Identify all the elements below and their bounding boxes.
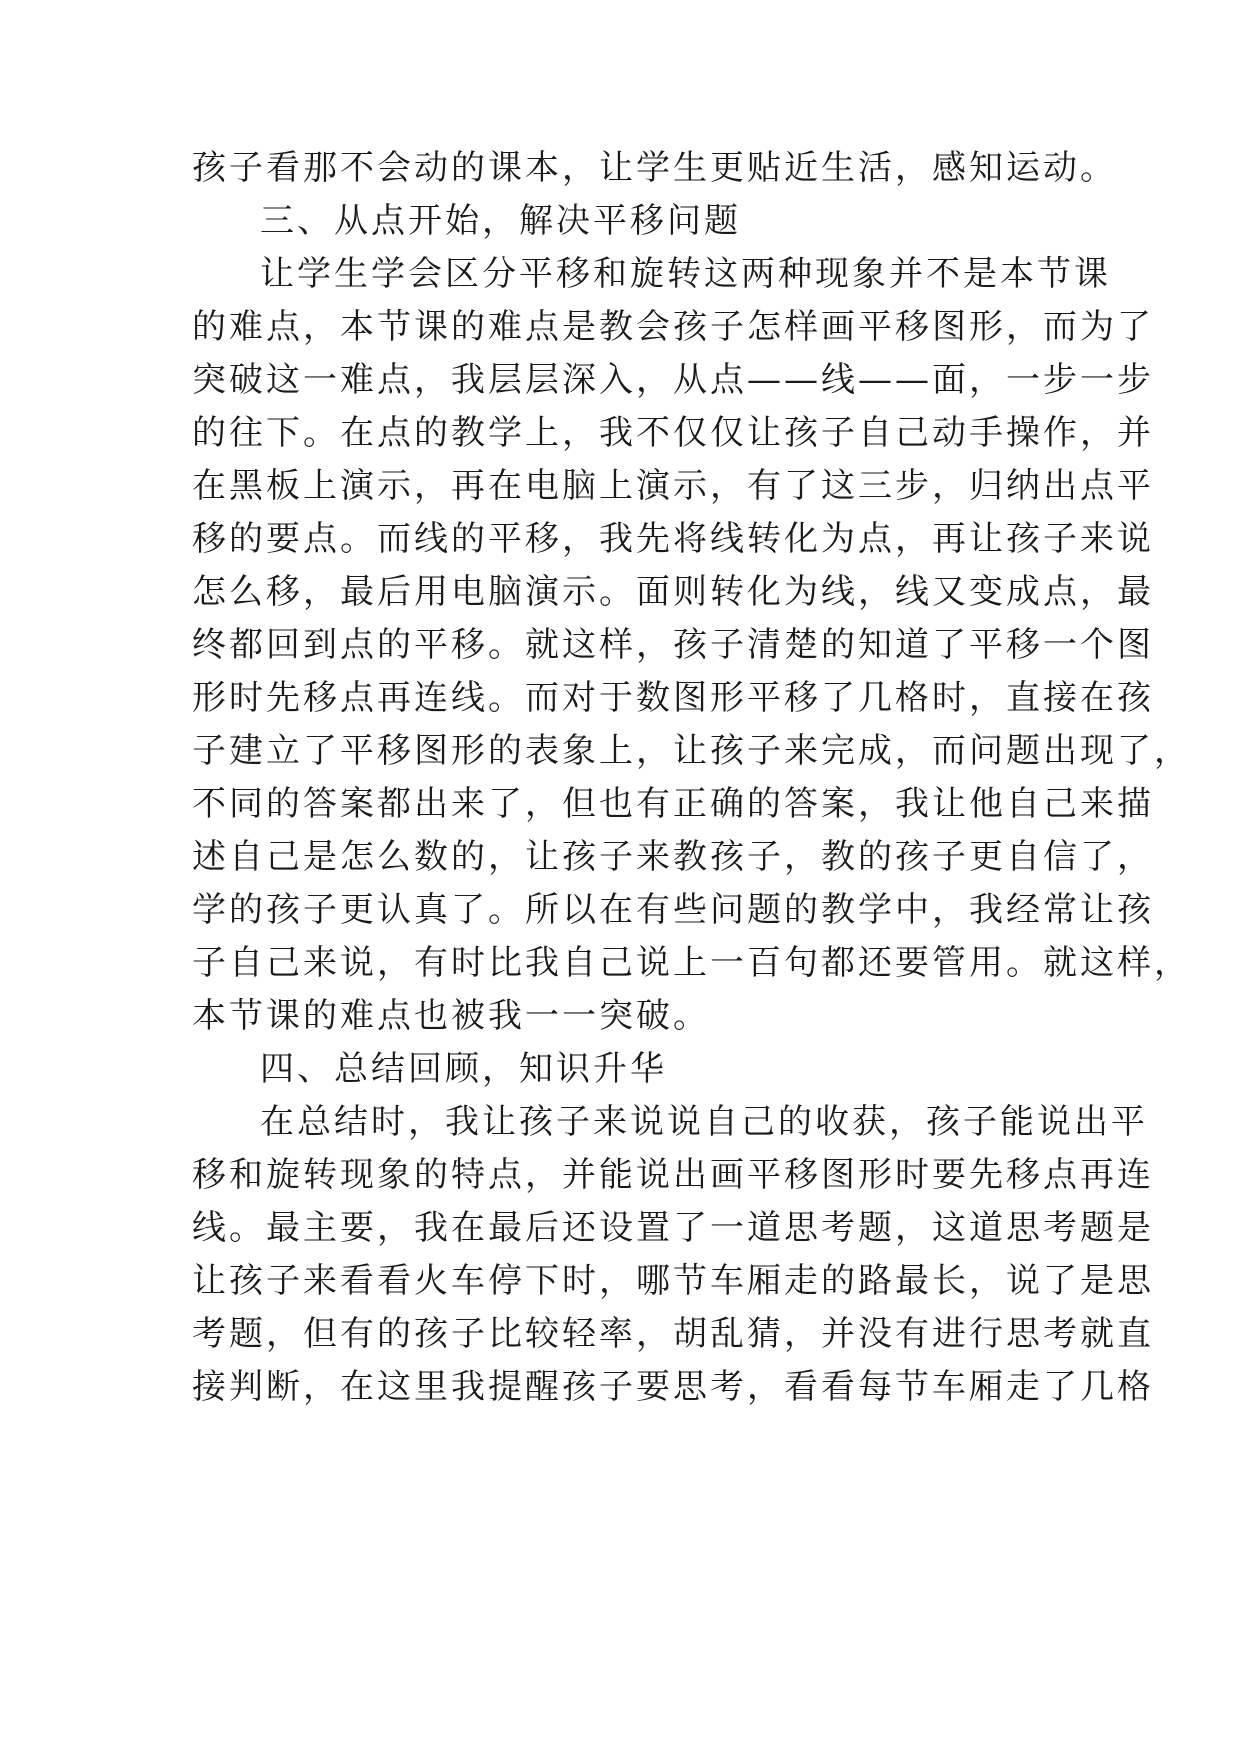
- body-text-line: 在黑板上演示，再在电脑上演示，有了这三步，归纳出点平: [192, 466, 1154, 506]
- body-text-line: 在总结时，我让孩子来说说自己的收获，孩子能说出平: [260, 1102, 1148, 1142]
- body-text-line: 述自己是怎么数的，让孩子来教孩子，教的孩子更自信了，: [192, 837, 1154, 877]
- body-text-line: 移和旋转现象的特点，并能说出画平移图形时要先移点再连: [192, 1155, 1154, 1195]
- body-text-line: 不同的答案都出来了，但也有正确的答案，我让他自己来描: [192, 784, 1154, 824]
- body-text-line: 形时先移点再连线。而对于数图形平移了几格时，直接在孩: [192, 678, 1154, 718]
- body-text-line: 接判断，在这里我提醒孩子要思考，看看每节车厢走了几格: [192, 1367, 1154, 1407]
- body-text-line: 让学生学会区分平移和旋转这两种现象并不是本节课: [260, 254, 1111, 294]
- body-text-line: 怎么移，最后用电脑演示。面则转化为线，线又变成点，最: [192, 572, 1154, 612]
- body-text-line: 的难点，本节课的难点是教会孩子怎样画平移图形，而为了: [192, 307, 1154, 347]
- section-heading: 三、从点开始，解决平移问题: [260, 201, 741, 241]
- body-text-line: 本节课的难点也被我一一突破。: [192, 996, 710, 1036]
- body-text-line: 考题，但有的孩子比较轻率，胡乱猜，并没有进行思考就直: [192, 1314, 1154, 1354]
- body-text-line: 孩子看那不会动的课本，让学生更贴近生活，感知运动。: [192, 148, 1117, 188]
- body-text-line: 线。最主要，我在最后还设置了一道思考题，这道思考题是: [192, 1208, 1154, 1248]
- body-text-line: 的往下。在点的教学上，我不仅仅让孩子自己动手操作，并: [192, 413, 1154, 453]
- body-text-line: 让孩子来看看火车停下时，哪节车厢走的路最长，说了是思: [192, 1261, 1154, 1301]
- body-text-line: 学的孩子更认真了。所以在有些问题的教学中，我经常让孩: [192, 890, 1154, 930]
- body-text-line: 子建立了平移图形的表象上，让孩子来完成，而问题出现了，: [192, 731, 1191, 771]
- body-text-line: 突破这一难点，我层层深入，从点——线——面，一步一步: [192, 360, 1154, 400]
- body-text-line: 移的要点。而线的平移，我先将线转化为点，再让孩子来说: [192, 519, 1154, 559]
- section-heading: 四、总结回顾，知识升华: [260, 1049, 667, 1089]
- body-text-line: 子自己来说，有时比我自己说上一百句都还要管用。就这样，: [192, 943, 1191, 983]
- body-text-line: 终都回到点的平移。就这样，孩子清楚的知道了平移一个图: [192, 625, 1154, 665]
